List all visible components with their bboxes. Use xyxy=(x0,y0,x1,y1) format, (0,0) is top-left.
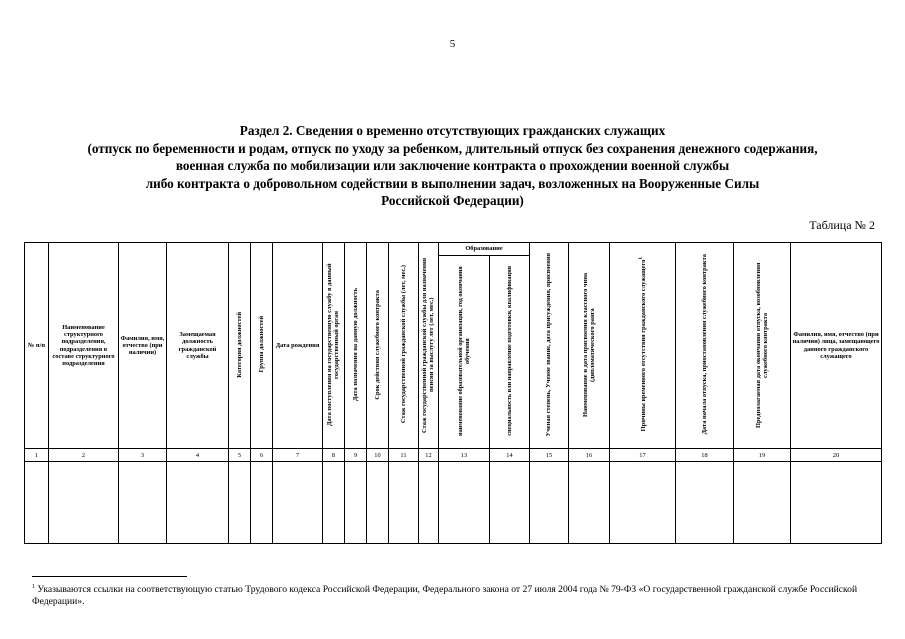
column-number: 18 xyxy=(676,449,734,462)
column-header-text: Дата назначения на данную должность xyxy=(351,287,359,402)
empty-data-row xyxy=(25,462,882,544)
footnote-divider xyxy=(32,576,187,577)
column-header xyxy=(323,243,345,449)
column-number: 14 xyxy=(490,449,530,462)
column-number: 15 xyxy=(530,449,569,462)
column-header-text: Ученая степень, Ученое звание, дата присуждения, присвоения xyxy=(545,252,553,437)
column-number: 5 xyxy=(229,449,251,462)
table-cell xyxy=(389,462,419,544)
table-cell xyxy=(734,462,791,544)
header-row xyxy=(25,243,882,256)
footnote-ref: 1 xyxy=(637,257,644,261)
table-cell xyxy=(229,462,251,544)
column-header-text: Наименование и дата присвоения классного чина (дипломатического ранга xyxy=(581,272,596,417)
column-number: 17 xyxy=(610,449,676,462)
education-group-header: Образование xyxy=(439,243,530,256)
column-number: 3 xyxy=(119,449,167,462)
column-number: 20 xyxy=(791,449,882,462)
column-header xyxy=(229,243,251,449)
column-header: Замещаемая должность гражданской службы xyxy=(167,243,229,449)
column-header: № п/п xyxy=(25,243,49,449)
column-header xyxy=(251,243,273,449)
table-cell xyxy=(439,462,490,544)
column-number: 19 xyxy=(734,449,791,462)
table-cell xyxy=(323,462,345,544)
column-number: 9 xyxy=(345,449,367,462)
column-header xyxy=(439,256,490,449)
column-number: 1 xyxy=(25,449,49,462)
column-number: 16 xyxy=(569,449,610,462)
column-header-text: Срок действия служебного контракта xyxy=(373,289,381,400)
column-header-text: Предполагаемая дата окончания отпуска, возобновления служебного контракта xyxy=(754,261,769,428)
footnote-text: Указываются ссылки на соответствующую статью Трудового кодекса Российской Федерации, Федерального закона от 27 июля 2004 года № 79-ФЗ «О государственной гражданской службе Российской Федерации». xyxy=(32,584,858,608)
column-header xyxy=(367,243,389,449)
column-header xyxy=(569,243,610,449)
column-number: 11 xyxy=(389,449,419,462)
table-cell xyxy=(610,462,676,544)
column-header xyxy=(419,243,439,449)
title-line: военная служба по мобилизации или заключение контракта о прохождении военной службы xyxy=(175,158,730,173)
column-header xyxy=(490,256,530,449)
footnote-marker: 1 xyxy=(32,584,35,590)
column-header: Фамилия, имя, отчество (при наличии) лица, замещающего данного гражданского служащего xyxy=(791,243,882,449)
table-cell xyxy=(25,462,49,544)
column-header: Фамилия, имя, отчество (при наличии) xyxy=(119,243,167,449)
column-header-text: Группа должностей xyxy=(257,316,265,373)
table-cell xyxy=(419,462,439,544)
absent-servants-table xyxy=(24,242,882,544)
column-header xyxy=(345,243,367,449)
column-number: 4 xyxy=(167,449,229,462)
column-header: Дата рождения xyxy=(273,243,323,449)
table-cell xyxy=(490,462,530,544)
table-cell xyxy=(49,462,119,544)
column-header xyxy=(676,243,734,449)
column-number: 10 xyxy=(367,449,389,462)
column-number: 12 xyxy=(419,449,439,462)
column-header-text: Стаж государственной гражданской службы (лет, мес.) xyxy=(399,265,407,424)
column-header-text: Категория должностей xyxy=(235,311,243,378)
table-cell xyxy=(791,462,882,544)
title-line: Российской Федерации) xyxy=(381,193,524,208)
title-line: (отпуск по беременности и родам, отпуск по уходу за ребенком, длительный отпуск без сохранения денежного содержания, xyxy=(87,140,818,156)
column-number: 2 xyxy=(49,449,119,462)
table-cell xyxy=(273,462,323,544)
table-cell xyxy=(530,462,569,544)
table-cell xyxy=(167,462,229,544)
column-number: 6 xyxy=(251,449,273,462)
section-title xyxy=(20,122,885,210)
column-header-text: наименование образовательной организации, год окончания обучения xyxy=(456,266,471,436)
table-cell xyxy=(569,462,610,544)
column-number: 8 xyxy=(323,449,345,462)
title-line: Раздел 2. Сведения о временно отсутствующих гражданских служащих xyxy=(239,123,666,138)
column-header-text xyxy=(638,257,647,431)
column-header-text: специальность или направление подготовки, квалификация xyxy=(505,266,513,436)
column-number: 13 xyxy=(439,449,490,462)
column-header xyxy=(610,243,676,449)
column-number-row xyxy=(25,449,882,462)
column-header-text: Стаж государственной гражданской службы для назначения пенсии за выслугу лет (лет, мес.) xyxy=(421,256,436,433)
footnote xyxy=(32,581,872,608)
table-cell xyxy=(676,462,734,544)
column-number: 7 xyxy=(273,449,323,462)
table-cell xyxy=(345,462,367,544)
title-line: либо контракта о добровольном содействии в выполнении задач, возложенных на Вооруженные Силы xyxy=(145,175,760,191)
column-header: Наименование структурного подразделения, подразделения в составе структурного подразделения xyxy=(49,243,119,449)
page-number: 5 xyxy=(449,38,456,50)
table-cell xyxy=(367,462,389,544)
table-label: Таблица № 2 xyxy=(809,218,875,232)
column-header-text: Дата поступления на государственную службу в данный государственный орган xyxy=(326,263,341,426)
table-cell xyxy=(251,462,273,544)
column-header xyxy=(389,243,419,449)
column-header-text: Дата начала отпуска, приостановления служебного контракта xyxy=(700,254,708,435)
table-cell xyxy=(119,462,167,544)
column-header-label: Причины временного отсутствия гражданского служащего xyxy=(639,260,647,432)
column-header xyxy=(530,243,569,449)
column-header xyxy=(734,243,791,449)
